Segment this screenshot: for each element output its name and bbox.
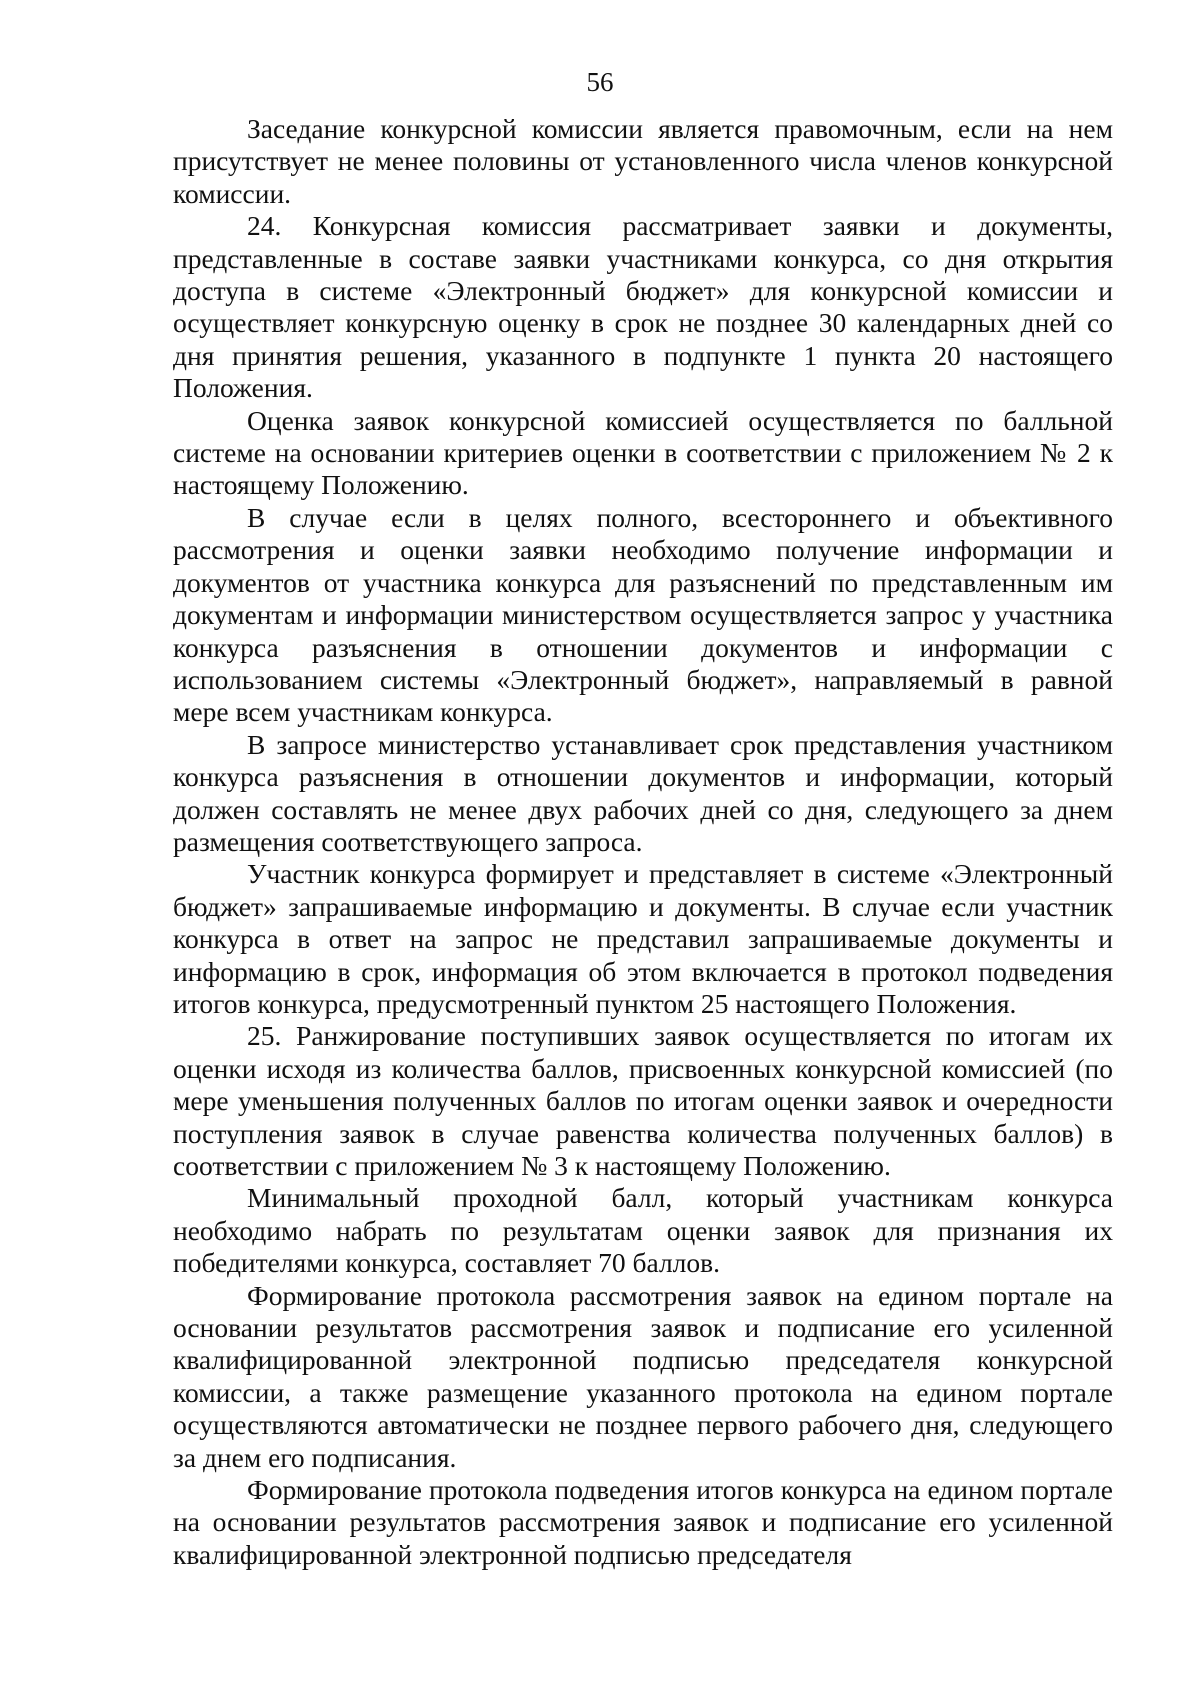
paragraph-clarification-request: В случае если в целях полного, всестороннего и объективного рассмотрения и оценки заявки необходимо получение информации и документов от участника конкурса для разъяснений по представленным им документам и информации министерством осуществляется запрос у участника конкурса разъяснения в отношении документов и информации с использованием системы «Электронный бюджет», направляемый в равной мере всем участникам конкурса. (173, 501, 1113, 728)
paragraph-results-protocol: Формирование протокола подведения итогов конкурса на едином портале на основании результатов рассмотрения заявок и подписание его усиленной квалифицированной электронной подписью председателя (173, 1474, 1113, 1570)
page-number: 56 (586, 67, 614, 97)
document-body (173, 113, 1113, 1571)
paragraph-scoring-system: Оценка заявок конкурсной комиссией осуществляется по балльной системе на основании критериев оценки в соответствии с приложением № 2 к настоящему Положению. (173, 404, 1113, 501)
paragraph-quorum: Заседание конкурсной комиссии является правомочным, если на нем присутствует не менее половины от установленного числа членов конкурсной комиссии. (173, 113, 1113, 209)
paragraph-item-25-ranking: 25. Ранжирование поступивших заявок осуществляется по итогам их оценки исходя из количества баллов, присвоенных конкурсной комиссией (по мере уменьшения полученных баллов по итогам оценки заявок и очередности поступления заявок в случае равенства количества полученных баллов) в соответствии с приложением № 3 к настоящему Положению. (173, 1020, 1113, 1181)
paragraph-minimum-score: Минимальный проходной балл, который участникам конкурса необходимо набрать по результатам оценки заявок для признания их победителями конкурса, составляет 70 баллов. (173, 1182, 1113, 1279)
paragraph-participant-response: Участник конкурса формирует и представляет в системе «Электронный бюджет» запрашиваемые информацию и документы. В случае если участник конкурса в ответ на запрос не представил запрашиваемые документы и информацию в срок, информация об этом включается в протокол подведения итогов конкурса, предусмотренный пунктом 25 настоящего Положения. (173, 858, 1113, 1019)
paragraph-item-24: 24. Конкурсная комиссия рассматривает заявки и документы, представленные в составе заявки участниками конкурса, со дня открытия доступа в системе «Электронный бюджет» для конкурсной комиссии и осуществляет конкурсную оценку в срок не позднее 30 календарных дней со дня принятия решения, указанного в подпункте 1 пункта 20 настоящего Положения. (173, 210, 1113, 404)
paragraph-review-protocol: Формирование протокола рассмотрения заявок на едином портале на основании результатов рассмотрения заявок и подписание его усиленной квалифицированной электронной подписью председателя конкурсной комиссии, а также размещение указанного протокола на едином портале осуществляются автоматически не позднее первого рабочего дня, следующего за днем его подписания. (173, 1279, 1113, 1473)
paragraph-request-deadline: В запросе министерство устанавливает срок представления участником конкурса разъяснения в отношении документов и информации, который должен составлять не менее двух рабочих дней со дня, следующего за днем размещения соответствующего запроса. (173, 728, 1113, 857)
